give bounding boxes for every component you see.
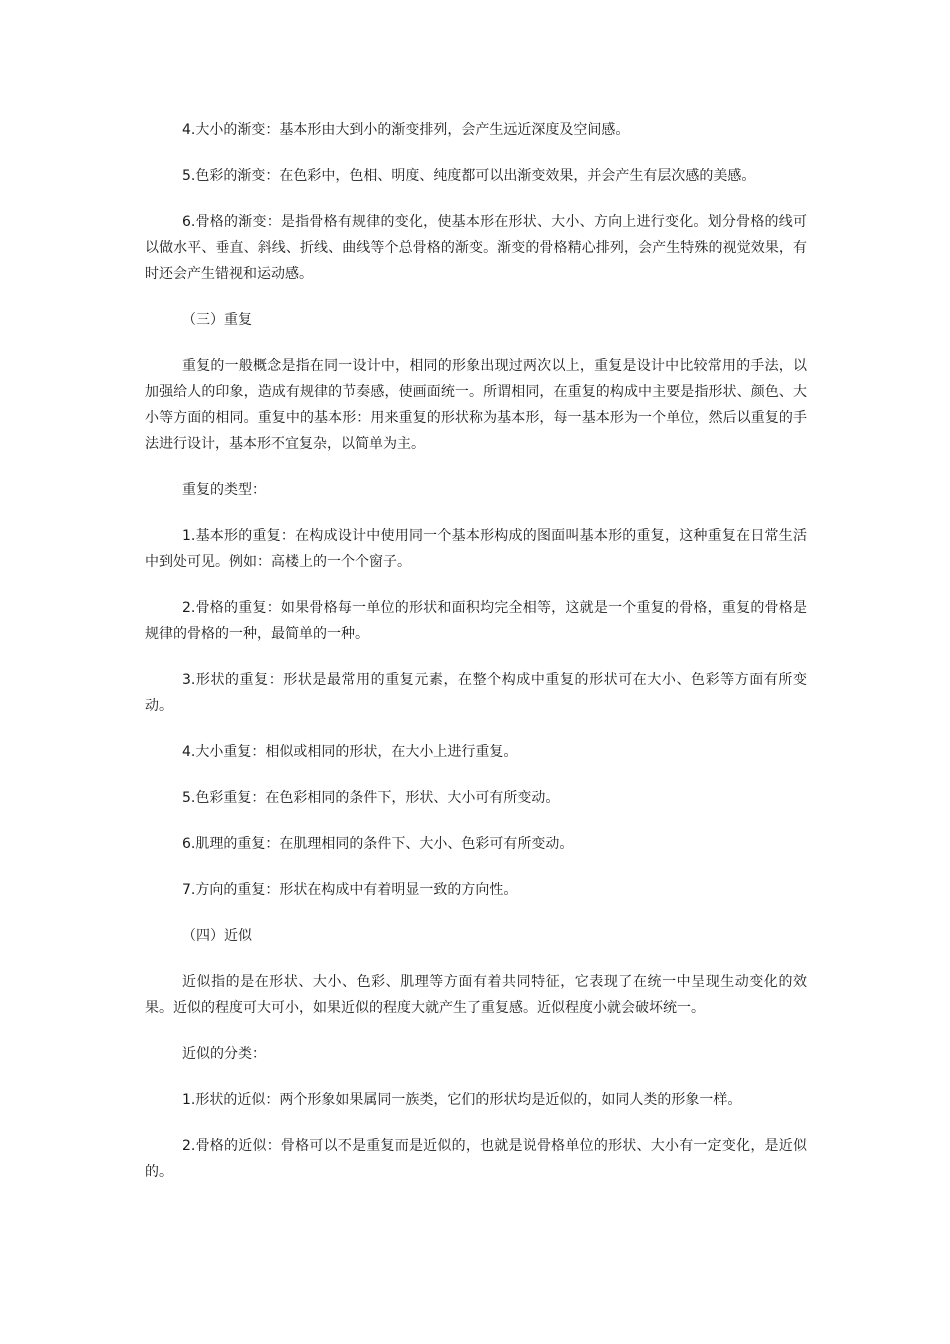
subheading-similarity-types: 近似的分类： xyxy=(182,1046,266,1062)
paragraph-repetition-skeleton: 2.骨格的重复：如果骨格每一单位的形状和面积均完全相等，这就是一个重复的骨格，重复的骨格是规律的骨格的一种，最简单的一种。 xyxy=(145,600,807,642)
paragraph-gradient-skeleton: 6.骨格的渐变：是指骨格有规律的变化，使基本形在形状、大小、方向上进行变化。划分骨格的线可以做水平、垂直、斜线、折线、曲线等个总骨格的渐变。渐变的骨格精心排列，会产生特殊的视觉效果，有时还会产生错视和运动感。 xyxy=(145,214,807,282)
paragraph-gradient-color: 5.色彩的渐变：在色彩中，色相、明度、纯度都可以出渐变效果，并会产生有层次感的美感。 xyxy=(182,168,756,184)
section-heading-similarity: （四）近似 xyxy=(182,928,252,944)
paragraph-repetition-shape: 3.形状的重复：形状是最常用的重复元素，在整个构成中重复的形状可在大小、色彩等方面有所变动。 xyxy=(145,672,807,714)
paragraph-repetition-concept: 重复的一般概念是指在同一设计中，相同的形象出现过两次以上，重复是设计中比较常用的手法，以加强给人的印象，造成有规律的节奏感，使画面统一。所谓相同，在重复的构成中主要是指形状、颜色、大小等方面的相同。重复中的基本形：用来重复的形状称为基本形，每一基本形为一个单位，然后以重复的手法进行设计，基本形不宜复杂，以简单为主。 xyxy=(145,358,807,452)
paragraph-repetition-texture: 6.肌理的重复：在肌理相同的条件下、大小、色彩可有所变动。 xyxy=(182,836,574,852)
paragraph-similarity-skeleton: 2.骨格的近似：骨格可以不是重复而是近似的，也就是说骨格单位的形状、大小有一定变化，是近似的。 xyxy=(145,1138,807,1180)
paragraph-repetition-basic-form: 1.基本形的重复：在构成设计中使用同一个基本形构成的图面叫基本形的重复，这种重复在日常生活中到处可见。例如：高楼上的一个个窗子。 xyxy=(145,528,807,570)
subheading-repetition-types: 重复的类型： xyxy=(182,482,266,498)
document-body xyxy=(145,117,807,1205)
paragraph-similarity-shape: 1.形状的近似：两个形象如果属同一族类，它们的形状均是近似的，如同人类的形象一样。 xyxy=(182,1092,742,1108)
paragraph-similarity-concept: 近似指的是在形状、大小、色彩、肌理等方面有着共同特征，它表现了在统一中呈现生动变化的效果。近似的程度可大可小，如果近似的程度大就产生了重复感。近似程度小就会破坏统一。 xyxy=(145,974,807,1016)
section-heading-repetition: （三）重复 xyxy=(182,312,252,328)
paragraph-gradient-size: 4.大小的渐变：基本形由大到小的渐变排列，会产生远近深度及空间感。 xyxy=(182,122,630,138)
paragraph-repetition-size: 4.大小重复：相似或相同的形状，在大小上进行重复。 xyxy=(182,744,518,760)
paragraph-repetition-direction: 7.方向的重复：形状在构成中有着明显一致的方向性。 xyxy=(182,882,518,898)
paragraph-repetition-color: 5.色彩重复：在色彩相同的条件下，形状、大小可有所变动。 xyxy=(182,790,560,806)
